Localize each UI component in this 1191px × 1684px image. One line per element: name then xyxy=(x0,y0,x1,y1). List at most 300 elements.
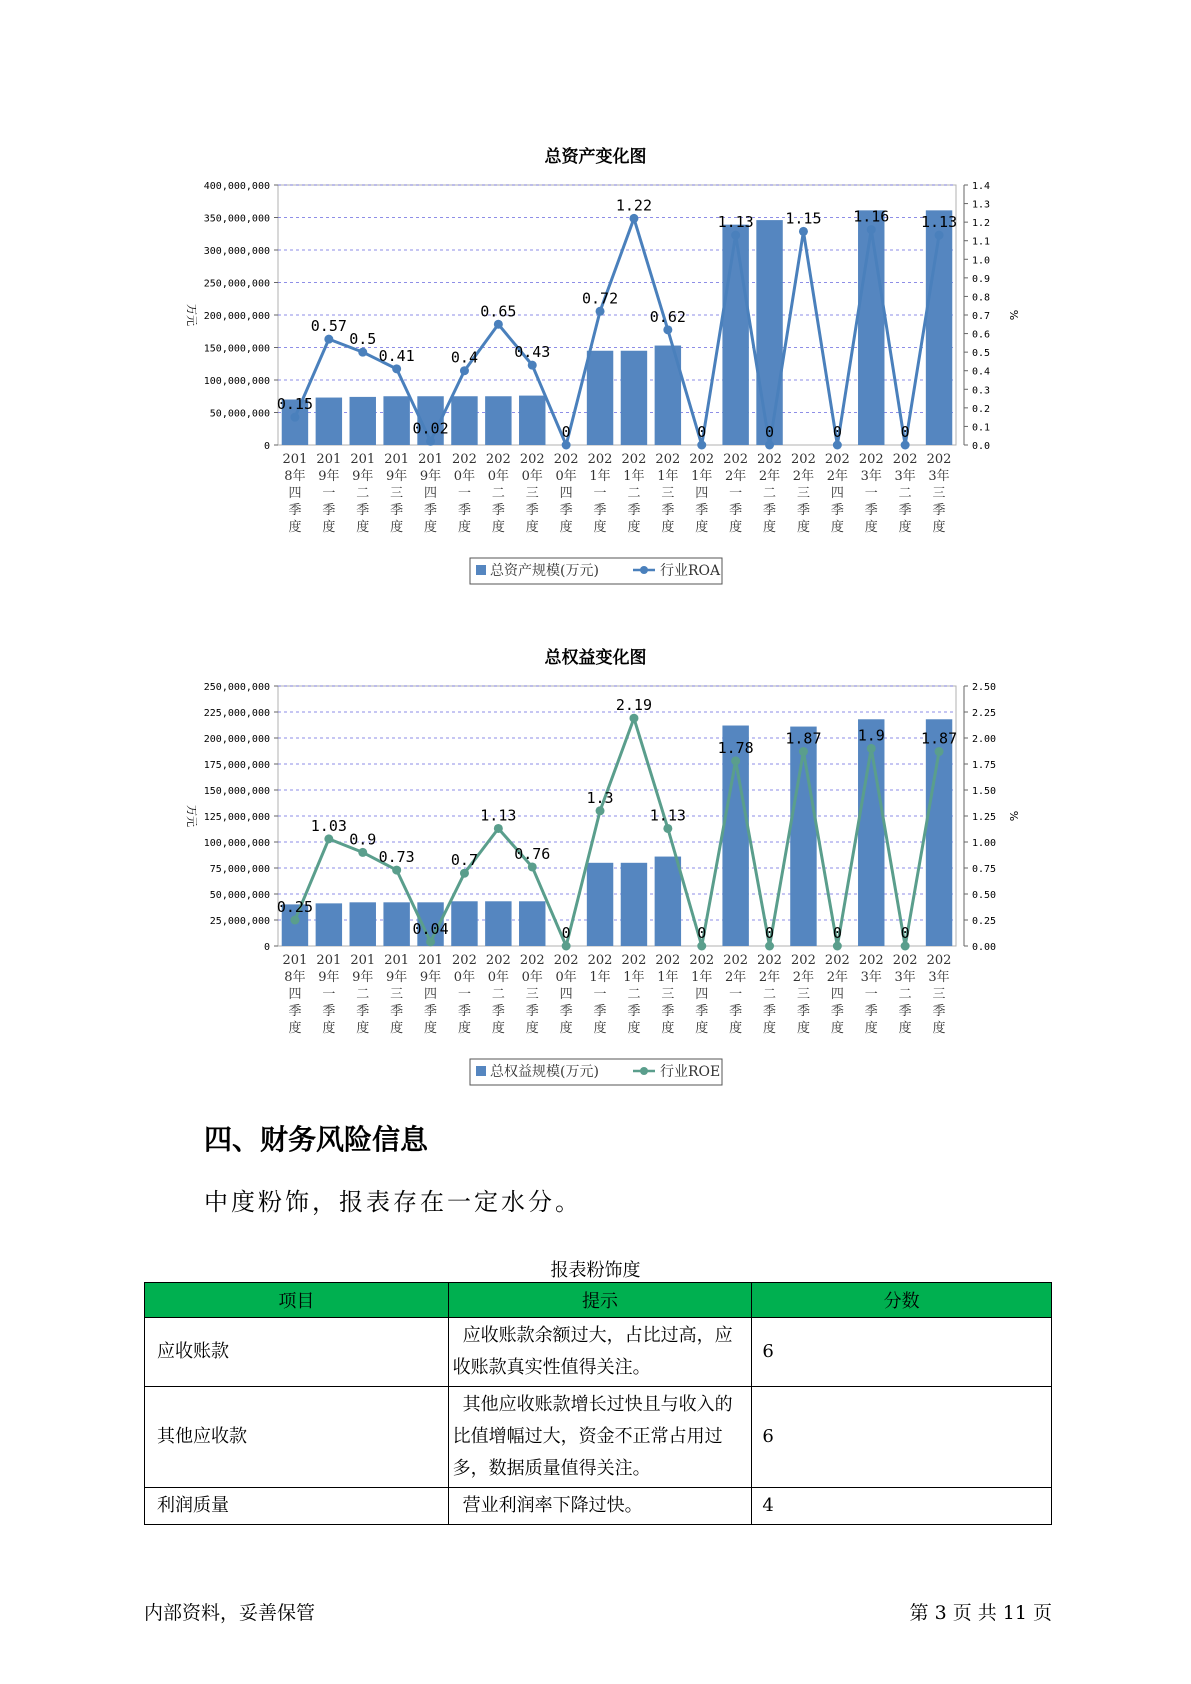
right-tick-label: 2.50 xyxy=(972,682,997,693)
x-tick-label-part: 四 xyxy=(424,987,438,1002)
x-tick-label-part: 1年 xyxy=(691,970,713,985)
x-tick-label-part: 四 xyxy=(695,987,709,1002)
x-tick-label-part: 2年 xyxy=(725,970,747,985)
x-tick-label-part: 度 xyxy=(390,520,404,535)
x-tick-label-part: 季 xyxy=(525,1004,539,1019)
line-point xyxy=(935,231,944,240)
x-tick-label-part: 四 xyxy=(288,486,302,501)
x-tick-label-part: 201 xyxy=(384,953,410,968)
right-tick-label: 1.25 xyxy=(972,812,997,823)
x-tick-label-part: 一 xyxy=(457,987,471,1002)
x-tick-label-part: 度 xyxy=(457,520,471,535)
x-tick-label xyxy=(893,452,918,535)
x-tick-label-part: 季 xyxy=(491,503,505,518)
line-point xyxy=(629,214,638,223)
x-tick-label-part: 季 xyxy=(898,503,912,518)
x-tick-label-part: 季 xyxy=(661,1004,675,1019)
right-tick-label: 0.9 xyxy=(972,273,991,285)
x-tick-label-part: 8年 xyxy=(284,469,306,484)
data-label: 0 xyxy=(765,423,775,441)
x-tick-label-part: 二 xyxy=(898,987,912,1002)
x-tick-label-part: 度 xyxy=(898,1021,912,1036)
x-tick-label-part: 三 xyxy=(661,987,675,1002)
data-label: 1.87 xyxy=(785,729,822,748)
x-tick-label-part: 0年 xyxy=(453,469,476,484)
legend-line-marker xyxy=(640,1067,648,1075)
left-tick-label: 250,000,000 xyxy=(203,278,270,290)
x-tick-label-part: 2年 xyxy=(758,970,781,985)
x-tick-label-part: 季 xyxy=(729,1004,743,1019)
x-tick-label-part: 季 xyxy=(830,503,844,518)
row-score: 6 xyxy=(752,1318,1052,1387)
x-tick-label-part: 度 xyxy=(898,520,912,535)
data-label: 0 xyxy=(697,423,707,441)
x-tick-label-part: 度 xyxy=(796,520,810,535)
right-tick-label: 0.8 xyxy=(972,292,991,304)
legend-line-label: 行业ROA xyxy=(660,563,721,579)
bar xyxy=(858,210,884,445)
x-tick-label-part: 度 xyxy=(593,520,607,535)
line-point xyxy=(358,348,367,357)
x-tick-label-part: 202 xyxy=(791,452,816,467)
line-point xyxy=(290,916,299,925)
line-point xyxy=(562,441,571,450)
x-tick-label xyxy=(655,452,680,535)
x-tick-label-part: 度 xyxy=(424,520,438,535)
x-tick-label-part: 0年 xyxy=(521,970,543,985)
line-point xyxy=(867,744,876,753)
data-label: 0 xyxy=(900,423,910,441)
x-tick-label-part: 季 xyxy=(729,503,743,518)
bar xyxy=(756,220,782,445)
x-tick-label xyxy=(283,452,308,535)
right-tick-label: 2.25 xyxy=(972,708,997,719)
x-tick-label-part: 度 xyxy=(491,520,505,535)
data-label: 0.62 xyxy=(649,307,686,326)
data-label: 1.13 xyxy=(480,806,517,825)
x-tick-label-part: 202 xyxy=(926,953,952,968)
data-label: 0 xyxy=(900,924,910,942)
x-tick-label-part: 1年 xyxy=(657,469,679,484)
row-item: 其他应收款 xyxy=(145,1387,449,1488)
right-tick-label: 1.2 xyxy=(972,218,991,230)
x-tick-label-part: 2年 xyxy=(758,469,781,484)
x-tick-label-part: 二 xyxy=(763,987,777,1002)
table-header-row xyxy=(145,1283,1052,1318)
x-tick-label-part: 季 xyxy=(424,503,438,518)
x-tick-label-part: 一 xyxy=(864,987,878,1002)
x-tick-label-part: 202 xyxy=(689,953,715,968)
line-point xyxy=(426,437,435,446)
x-tick-label xyxy=(520,953,545,1036)
x-tick-label-part: 季 xyxy=(288,1004,302,1019)
line-point xyxy=(799,747,808,756)
x-tick-label-part: 9年 xyxy=(386,970,408,985)
x-tick-label xyxy=(927,452,952,535)
x-tick-label-part: 202 xyxy=(485,452,511,467)
line-point xyxy=(392,364,401,373)
x-tick-label-part: 四 xyxy=(695,486,709,501)
bar xyxy=(316,903,342,946)
x-tick-label xyxy=(350,452,375,535)
x-tick-label-part: 202 xyxy=(655,953,681,968)
x-tick-label-part: 度 xyxy=(661,1021,675,1036)
x-tick-label xyxy=(520,452,545,535)
x-tick-label-part: 二 xyxy=(491,486,505,501)
data-label: 1.03 xyxy=(310,816,347,835)
x-tick-label xyxy=(452,953,477,1036)
x-tick-label-part: 202 xyxy=(689,452,715,467)
line-point xyxy=(765,942,774,951)
x-tick-label-part: 9年 xyxy=(419,970,442,985)
data-label: 0.04 xyxy=(412,919,449,938)
x-tick-label-part: 度 xyxy=(424,1021,438,1036)
x-tick-label-part: 季 xyxy=(763,503,777,518)
data-label: 0.76 xyxy=(514,844,551,863)
row-item: 利润质量 xyxy=(145,1488,449,1525)
x-tick-label-part: 度 xyxy=(627,1021,641,1036)
bar xyxy=(519,396,545,445)
data-label: 0 xyxy=(832,423,842,441)
data-label: 0.15 xyxy=(276,395,314,414)
x-tick-label-part: 2年 xyxy=(826,970,848,985)
left-tick-label: 125,000,000 xyxy=(203,812,270,823)
x-tick-label xyxy=(554,953,579,1036)
x-tick-label-part: 二 xyxy=(491,987,505,1002)
x-tick-label-part: 3年 xyxy=(894,970,916,985)
line-point xyxy=(392,866,401,875)
bar xyxy=(485,901,511,946)
left-tick-label: 100,000,000 xyxy=(203,838,270,849)
bar xyxy=(655,857,681,946)
right-tick-label: 1.00 xyxy=(972,838,997,849)
table-row xyxy=(145,1318,1052,1387)
x-tick-label-part: 202 xyxy=(757,452,782,467)
x-tick-label-part: 三 xyxy=(932,486,946,501)
x-tick-label-part: 季 xyxy=(491,1004,505,1019)
x-tick-label-part: 一 xyxy=(729,987,743,1002)
left-tick-label: 150,000,000 xyxy=(203,786,270,797)
x-tick-label-part: 202 xyxy=(485,953,511,968)
x-tick-label-part: 0年 xyxy=(555,469,577,484)
x-tick-label-part: 二 xyxy=(898,486,912,501)
data-label: 0 xyxy=(561,924,571,942)
x-tick-label-part: 202 xyxy=(621,953,647,968)
total-equity-chart xyxy=(0,666,1191,1091)
x-tick-label-part: 季 xyxy=(898,1004,912,1019)
x-tick-label-part: 9年 xyxy=(318,469,340,484)
left-tick-label: 0 xyxy=(263,441,270,452)
x-tick-label-part: 1年 xyxy=(623,970,645,985)
data-label: 0.02 xyxy=(412,419,449,438)
right-tick-label: 0.7 xyxy=(972,311,991,322)
right-tick-label: 0.3 xyxy=(972,385,991,397)
x-tick-label-part: 201 xyxy=(316,452,342,467)
x-tick-label-part: 9年 xyxy=(386,469,408,484)
x-tick-label-part: 度 xyxy=(559,1021,573,1036)
x-tick-label-part: 0年 xyxy=(453,970,476,985)
x-tick-label-part: 一 xyxy=(864,486,878,501)
data-label: 0.7 xyxy=(450,851,478,870)
data-label: 0.43 xyxy=(514,343,551,362)
x-tick-label-part: 202 xyxy=(452,953,477,968)
left-tick-label: 250,000,000 xyxy=(203,682,270,693)
right-tick-label: 0.0 xyxy=(972,441,991,452)
x-tick-label-part: 202 xyxy=(723,452,749,467)
left-tick-label: 200,000,000 xyxy=(203,311,270,322)
x-tick-label-part: 202 xyxy=(587,953,613,968)
x-tick-label-part: 三 xyxy=(525,486,539,501)
right-tick-label: 1.4 xyxy=(972,181,991,192)
x-tick-label-part: 202 xyxy=(824,452,850,467)
x-tick-label-part: 二 xyxy=(627,987,641,1002)
left-tick-label: 150,000,000 xyxy=(203,343,270,355)
x-tick-label-part: 201 xyxy=(418,953,443,968)
right-tick-label: 0.2 xyxy=(972,403,991,415)
x-tick-label-part: 202 xyxy=(892,953,918,968)
right-tick-label: 0.1 xyxy=(972,422,991,434)
data-label: 1.13 xyxy=(717,213,754,232)
right-tick-label: 0.75 xyxy=(972,864,997,875)
x-tick-label xyxy=(859,953,884,1036)
x-tick-label-part: 202 xyxy=(587,452,613,467)
line-point xyxy=(663,824,672,833)
x-tick-label-part: 季 xyxy=(864,503,878,518)
x-tick-label-part: 度 xyxy=(763,520,777,535)
x-tick-label-part: 一 xyxy=(729,486,743,501)
x-tick-label-part: 201 xyxy=(384,452,410,467)
x-tick-label-part: 1年 xyxy=(657,970,679,985)
x-tick-label-part: 度 xyxy=(457,1021,471,1036)
x-tick-label-part: 一 xyxy=(593,987,607,1002)
bar xyxy=(722,225,748,445)
x-tick-label xyxy=(588,452,613,535)
x-tick-label-part: 度 xyxy=(525,1021,539,1036)
x-tick-label-part: 度 xyxy=(830,520,844,535)
line-point xyxy=(596,307,605,316)
x-tick-label-part: 9年 xyxy=(419,469,442,484)
x-tick-label-part: 0年 xyxy=(487,970,509,985)
x-tick-label-part: 三 xyxy=(525,987,539,1002)
row-score: 4 xyxy=(752,1488,1052,1525)
left-tick-label: 225,000,000 xyxy=(203,708,270,719)
x-tick-label-part: 2年 xyxy=(725,469,747,484)
bar xyxy=(383,902,409,946)
x-tick-label-part: 202 xyxy=(824,953,850,968)
x-tick-label-part: 202 xyxy=(553,452,579,467)
x-tick-label-part: 3年 xyxy=(928,469,950,484)
x-tick-label-part: 201 xyxy=(350,452,376,467)
x-tick-label-part: 季 xyxy=(424,1004,438,1019)
x-tick-label-part: 四 xyxy=(288,987,302,1002)
x-tick-label xyxy=(350,953,375,1036)
x-tick-label-part: 9年 xyxy=(318,970,340,985)
line-point xyxy=(697,942,706,951)
x-tick-label-part: 四 xyxy=(830,486,844,501)
x-tick-label-part: 季 xyxy=(763,1004,777,1019)
left-axis-label: 万元 xyxy=(185,805,198,827)
right-tick-label: 1.0 xyxy=(972,255,991,267)
x-tick-label-part: 季 xyxy=(627,1004,641,1019)
x-tick-label-part: 一 xyxy=(457,486,471,501)
data-label: 0.73 xyxy=(378,848,415,867)
x-tick-label xyxy=(283,953,308,1036)
x-tick-label-part: 一 xyxy=(322,486,336,501)
x-tick-label-part: 度 xyxy=(322,1021,336,1036)
x-tick-label-part: 1年 xyxy=(589,469,611,484)
left-tick-label: 25,000,000 xyxy=(209,916,270,927)
left-tick-label: 0 xyxy=(263,942,270,953)
x-tick-label-part: 季 xyxy=(593,503,607,518)
x-tick-label-part: 度 xyxy=(525,520,539,535)
x-tick-label-part: 2年 xyxy=(826,469,848,484)
x-tick-label-part: 度 xyxy=(288,520,302,535)
x-tick-label-part: 季 xyxy=(796,1004,810,1019)
row-hint: 应收账款余额过大，占比过高，应收账款真实性值得关注。 xyxy=(448,1318,752,1387)
legend-bar-swatch xyxy=(476,1066,486,1076)
data-label: 0.57 xyxy=(310,317,347,336)
bar xyxy=(519,901,545,946)
data-label: 0 xyxy=(561,423,571,441)
x-tick-label-part: 201 xyxy=(350,953,376,968)
legend-bar-label: 总权益规模(万元) xyxy=(490,1064,599,1080)
x-tick-label-part: 2年 xyxy=(792,469,815,484)
right-tick-label: 1.75 xyxy=(972,760,997,771)
x-tick-label-part: 季 xyxy=(627,503,641,518)
x-tick-label-part: 度 xyxy=(763,1021,777,1036)
data-label: 0 xyxy=(697,924,707,942)
x-tick-label xyxy=(927,953,952,1036)
x-tick-label xyxy=(316,953,341,1036)
right-tick-label: 0.50 xyxy=(972,890,997,901)
bar xyxy=(621,863,647,946)
x-tick-label xyxy=(689,953,714,1036)
bar xyxy=(621,351,647,445)
x-tick-label-part: 度 xyxy=(729,520,743,535)
x-tick-label-part: 度 xyxy=(695,1021,709,1036)
x-tick-label-part: 0年 xyxy=(521,469,543,484)
x-tick-label xyxy=(554,452,579,535)
x-tick-label-part: 202 xyxy=(621,452,647,467)
data-label: 1.13 xyxy=(920,213,958,232)
line-point xyxy=(494,320,503,329)
x-tick-label-part: 202 xyxy=(892,452,918,467)
x-tick-label-part: 季 xyxy=(661,503,675,518)
x-tick-label-part: 度 xyxy=(864,1021,878,1036)
left-axis-label: 万元 xyxy=(185,304,198,326)
x-tick-label-part: 三 xyxy=(661,486,675,501)
risk-table xyxy=(144,1282,1052,1525)
bar xyxy=(451,901,477,946)
x-tick-label-part: 一 xyxy=(322,987,336,1002)
x-tick-label-part: 度 xyxy=(627,520,641,535)
line-point xyxy=(426,937,435,946)
bar xyxy=(451,396,477,445)
data-label: 0.5 xyxy=(349,330,377,349)
x-tick-label xyxy=(791,452,816,535)
x-tick-label-part: 1年 xyxy=(691,469,713,484)
left-tick-label: 75,000,000 xyxy=(209,864,270,875)
x-tick-label-part: 度 xyxy=(559,520,573,535)
x-tick-label-part: 季 xyxy=(593,1004,607,1019)
x-tick-label-part: 3年 xyxy=(928,970,950,985)
x-tick-label-part: 202 xyxy=(553,953,579,968)
data-label: 0.72 xyxy=(581,289,619,308)
x-tick-label-part: 三 xyxy=(932,987,946,1002)
x-tick-label-part: 季 xyxy=(457,503,471,518)
x-tick-label-part: 季 xyxy=(288,503,302,518)
line-point xyxy=(596,806,605,815)
left-tick-label: 400,000,000 xyxy=(203,181,270,192)
x-tick-label xyxy=(893,953,918,1036)
chart2-title: 总权益变化图 xyxy=(544,648,647,668)
x-tick-label-part: 度 xyxy=(695,520,709,535)
line-point xyxy=(528,361,537,370)
right-tick-label: 0.5 xyxy=(972,348,991,360)
table-row xyxy=(145,1488,1052,1525)
data-label: 0.9 xyxy=(349,830,377,849)
line-point xyxy=(663,325,672,334)
data-label: 1.16 xyxy=(853,207,890,226)
x-tick-label-part: 季 xyxy=(796,503,810,518)
x-tick-label-part: 季 xyxy=(932,503,946,518)
right-tick-label: 1.3 xyxy=(972,199,991,211)
x-tick-label-part: 202 xyxy=(519,452,545,467)
x-tick-label xyxy=(588,953,613,1036)
x-tick-label-part: 201 xyxy=(316,953,342,968)
x-tick-label xyxy=(486,452,511,535)
legend xyxy=(470,558,722,584)
x-tick-label-part: 季 xyxy=(559,503,573,518)
x-tick-label-part: 度 xyxy=(356,520,370,535)
x-tick-label-part: 度 xyxy=(356,1021,370,1036)
x-tick-label-part: 度 xyxy=(864,520,878,535)
x-tick-label-part: 四 xyxy=(559,987,573,1002)
x-tick-label-part: 季 xyxy=(390,503,404,518)
x-tick-label xyxy=(723,953,748,1036)
x-tick-label-part: 0年 xyxy=(487,469,509,484)
x-tick-label-part: 季 xyxy=(695,1004,709,1019)
x-tick-label-part: 度 xyxy=(932,1021,946,1036)
bar xyxy=(350,397,376,445)
row-score: 6 xyxy=(752,1387,1052,1488)
total-assets-chart xyxy=(0,165,1191,590)
line-point xyxy=(562,942,571,951)
x-tick-label-part: 季 xyxy=(830,1004,844,1019)
x-tick-label-part: 202 xyxy=(791,953,816,968)
x-tick-label-part: 度 xyxy=(288,1021,302,1036)
x-tick-label-part: 季 xyxy=(559,1004,573,1019)
right-axis-label: % xyxy=(1007,810,1020,822)
bar xyxy=(926,210,952,445)
data-label: 0.25 xyxy=(276,898,314,916)
right-axis-label: % xyxy=(1007,309,1020,321)
line-point xyxy=(494,824,503,833)
line-point xyxy=(629,714,638,723)
x-tick-label-part: 四 xyxy=(424,486,438,501)
x-tick-label-part: 8年 xyxy=(284,970,306,985)
x-tick-label-part: 度 xyxy=(932,520,946,535)
table-row xyxy=(145,1387,1052,1488)
x-tick-label-part: 201 xyxy=(282,452,308,467)
line-point xyxy=(765,441,774,450)
line-point xyxy=(731,756,740,765)
data-label: 0 xyxy=(765,924,775,942)
header-item: 项目 xyxy=(145,1283,449,1318)
x-tick-label xyxy=(655,953,680,1036)
x-tick-label-part: 二 xyxy=(356,486,370,501)
data-label: 1.87 xyxy=(920,729,958,748)
